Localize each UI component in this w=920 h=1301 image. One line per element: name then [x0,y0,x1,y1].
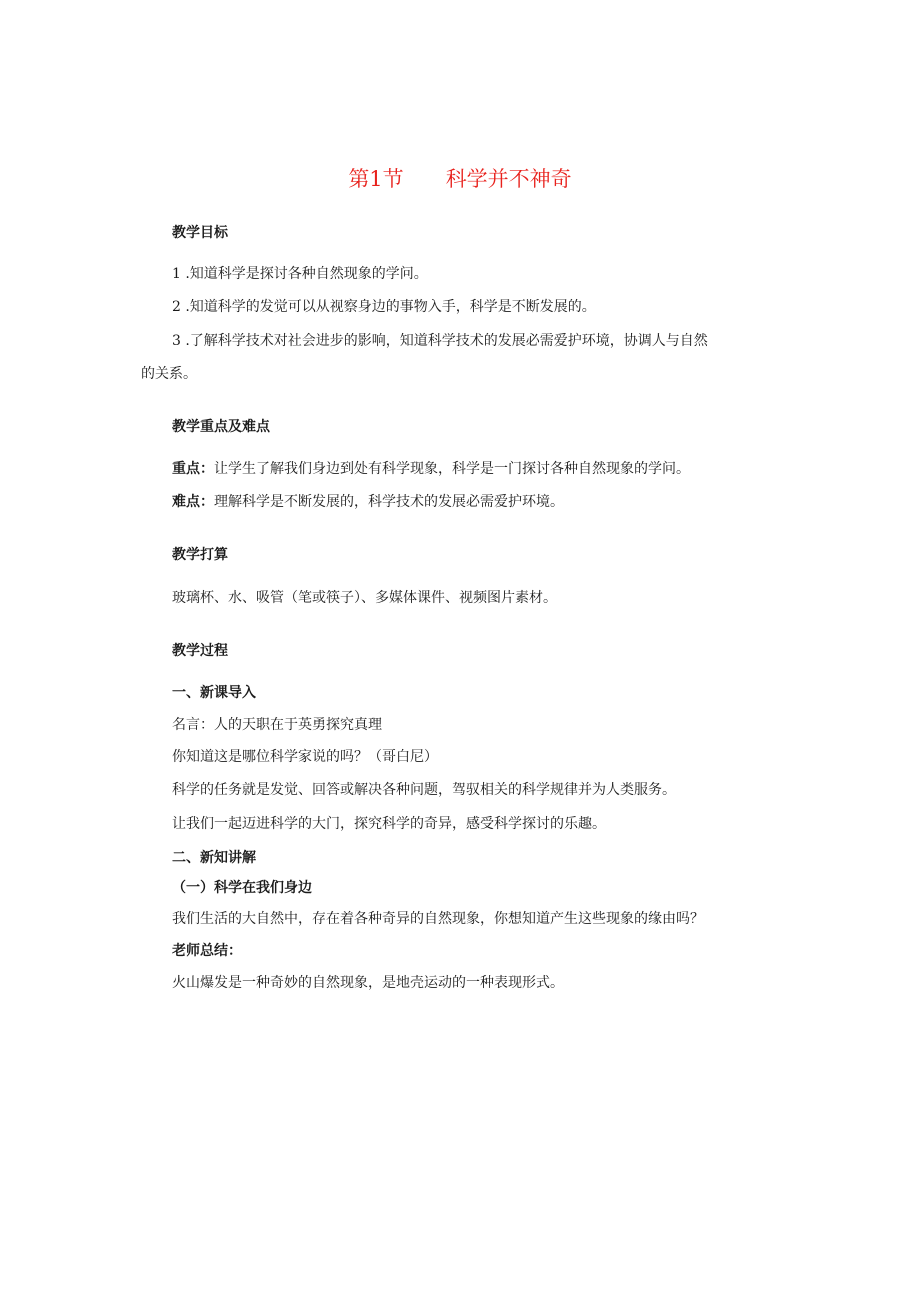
goal-item-3: 3 .了解科学技术对社会进步的影响，知道科学技术的发展必需爱护环境，协调人与自然 [172,333,708,349]
page-title [0,166,920,192]
teacher-summary-line: 火山爆发是一种奇妙的自然现象，是地壳运动的一种表现形式。 [172,975,564,991]
title-number: 第1节 [348,167,404,191]
title-text: 科学并不神奇 [445,167,572,191]
section-heading-preparation: 教学打算 [172,547,228,563]
materials-line: 玻璃杯、水、吸管（笔或筷子）、多媒体课件、视频图片素材。 [172,590,557,606]
teacher-summary-label: 老师总结： [172,943,242,959]
subsection-heading: （一）科学在我们身边 [172,880,312,896]
intro-line-4: 让我们一起迈进科学的大门，探究科学的奇异，感受科学探讨的乐趣。 [172,816,606,832]
difficulty-label: 难点： [172,494,214,510]
difficulty-line [172,493,564,511]
part-heading-intro: 一、新课导入 [172,685,256,701]
difficulty-text: 理解科学是不断发展的，科学技术的发展必需爱护环境。 [214,494,564,510]
section-heading-process: 教学过程 [172,643,228,659]
goal-item-2: 2 .知道科学的发觉可以从视察身边的事物入手，科学是不断发展的。 [172,299,596,315]
section-heading-goals: 教学目标 [172,225,228,241]
goal-item-1: 1 .知道科学是探讨各种自然现象的学问。 [172,266,428,282]
key-point-line [172,460,690,478]
intro-line-2: 你知道这是哪位科学家说的吗？（哥白尼） [172,749,438,765]
key-point-label: 重点： [172,461,214,477]
key-point-text: 让学生了解我们身边到处有科学现象，科学是一门探讨各种自然现象的学问。 [214,461,690,477]
section-heading-key-points: 教学重点及难点 [172,419,270,435]
intro-line-3: 科学的任务就是发觉、回答或解决各种问题，驾驭相关的科学规律并为人类服务。 [172,782,676,798]
goal-item-3-cont: 的关系。 [141,366,197,382]
subsection-line: 我们生活的大自然中，存在着各种奇异的自然现象，你想知道产生这些现象的缘由吗？ [172,911,704,927]
intro-line-1: 名言：人的天职在于英勇探究真理 [172,717,382,733]
part-heading-new-knowledge: 二、新知讲解 [172,850,256,866]
